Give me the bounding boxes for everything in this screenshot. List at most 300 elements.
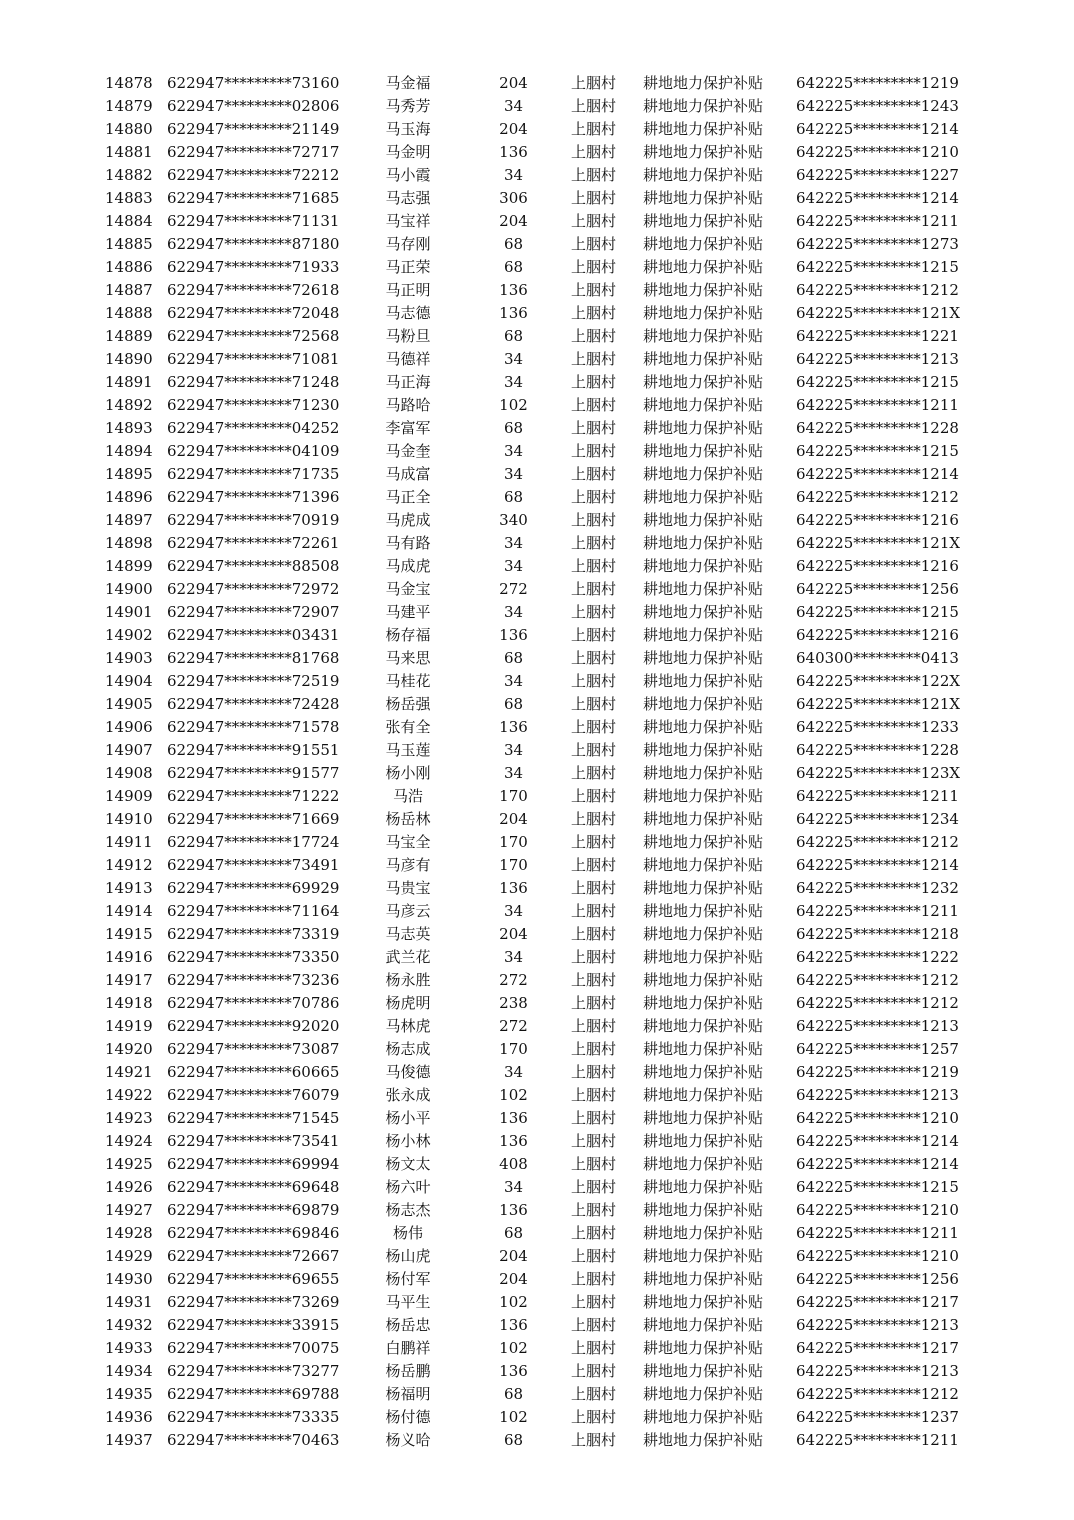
row-number: 14899 bbox=[105, 557, 153, 575]
recipient-name: 杨付军 bbox=[385, 1270, 431, 1288]
row-number: 14927 bbox=[105, 1201, 153, 1219]
table-row bbox=[0, 854, 1074, 877]
account-number: 622947*********69994 bbox=[167, 1155, 340, 1173]
recipient-name: 马彦云 bbox=[385, 902, 431, 920]
recipient-name: 马正荣 bbox=[385, 258, 431, 276]
row-number: 14885 bbox=[105, 235, 153, 253]
id-number: 642225*********1214 bbox=[796, 189, 959, 207]
recipient-name: 张永成 bbox=[385, 1086, 431, 1104]
row-number: 14910 bbox=[105, 810, 153, 828]
row-number: 14880 bbox=[105, 120, 153, 138]
recipient-name: 马秀芳 bbox=[385, 97, 431, 115]
recipient-name: 马成富 bbox=[385, 465, 431, 483]
subsidy-amount: 204 bbox=[499, 74, 528, 92]
village-name: 上胭村 bbox=[571, 1339, 617, 1357]
subsidy-amount: 136 bbox=[499, 879, 528, 897]
row-number: 14931 bbox=[105, 1293, 153, 1311]
village-name: 上胭村 bbox=[571, 649, 617, 667]
village-name: 上胭村 bbox=[571, 1385, 617, 1403]
subsidy-amount: 204 bbox=[499, 1270, 528, 1288]
account-number: 622947*********69929 bbox=[167, 879, 340, 897]
row-number: 14902 bbox=[105, 626, 153, 644]
account-number: 622947*********04109 bbox=[167, 442, 340, 460]
account-number: 622947*********71081 bbox=[167, 350, 340, 368]
subsidy-amount: 136 bbox=[499, 718, 528, 736]
id-number: 642225*********1213 bbox=[796, 1086, 959, 1104]
village-name: 上胭村 bbox=[571, 1063, 617, 1081]
id-number: 642225*********1211 bbox=[796, 396, 959, 414]
subsidy-type: 耕地地力保护补贴 bbox=[643, 511, 764, 529]
table-row bbox=[0, 1291, 1074, 1314]
recipient-name: 杨存福 bbox=[385, 626, 431, 644]
subsidy-amount: 68 bbox=[503, 1431, 524, 1449]
id-number: 642225*********1212 bbox=[796, 488, 959, 506]
row-number: 14888 bbox=[105, 304, 153, 322]
id-number: 642225*********1222 bbox=[796, 948, 959, 966]
subsidy-amount: 136 bbox=[499, 1362, 528, 1380]
row-number: 14896 bbox=[105, 488, 153, 506]
table-row bbox=[0, 1383, 1074, 1406]
village-name: 上胭村 bbox=[571, 626, 617, 644]
subsidy-amount: 34 bbox=[503, 764, 524, 782]
row-number: 14932 bbox=[105, 1316, 153, 1334]
subsidy-type: 耕地地力保护补贴 bbox=[643, 212, 764, 230]
recipient-name: 马有路 bbox=[385, 534, 431, 552]
table-row bbox=[0, 670, 1074, 693]
subsidy-type: 耕地地力保护补贴 bbox=[643, 764, 764, 782]
subsidy-type: 耕地地力保护补贴 bbox=[643, 1178, 764, 1196]
subsidy-amount: 170 bbox=[499, 1040, 528, 1058]
recipient-name: 马路哈 bbox=[385, 396, 431, 414]
subsidy-type: 耕地地力保护补贴 bbox=[643, 994, 764, 1012]
recipient-name: 马小霞 bbox=[385, 166, 431, 184]
account-number: 622947*********73236 bbox=[167, 971, 340, 989]
village-name: 上胭村 bbox=[571, 718, 617, 736]
row-number: 14908 bbox=[105, 764, 153, 782]
village-name: 上胭村 bbox=[571, 143, 617, 161]
village-name: 上胭村 bbox=[571, 442, 617, 460]
subsidy-amount: 306 bbox=[499, 189, 528, 207]
id-number: 642225*********1210 bbox=[796, 1201, 959, 1219]
village-name: 上胭村 bbox=[571, 465, 617, 483]
subsidy-amount: 204 bbox=[499, 120, 528, 138]
subsidy-table bbox=[0, 72, 1074, 1452]
table-row bbox=[0, 141, 1074, 164]
village-name: 上胭村 bbox=[571, 1362, 617, 1380]
row-number: 14934 bbox=[105, 1362, 153, 1380]
account-number: 622947*********72428 bbox=[167, 695, 340, 713]
recipient-name: 马宝祥 bbox=[385, 212, 431, 230]
account-number: 622947*********91577 bbox=[167, 764, 340, 782]
village-name: 上胭村 bbox=[571, 557, 617, 575]
id-number: 642225*********123X bbox=[796, 764, 961, 782]
recipient-name: 马金宝 bbox=[385, 580, 431, 598]
subsidy-type: 耕地地力保护补贴 bbox=[643, 304, 764, 322]
village-name: 上胭村 bbox=[571, 1270, 617, 1288]
subsidy-type: 耕地地力保护补贴 bbox=[643, 902, 764, 920]
row-number: 14893 bbox=[105, 419, 153, 437]
subsidy-amount: 68 bbox=[503, 235, 524, 253]
village-name: 上胭村 bbox=[571, 1201, 617, 1219]
subsidy-amount: 34 bbox=[503, 948, 524, 966]
row-number: 14898 bbox=[105, 534, 153, 552]
id-number: 640300*********0413 bbox=[796, 649, 959, 667]
village-name: 上胭村 bbox=[571, 166, 617, 184]
subsidy-type: 耕地地力保护补贴 bbox=[643, 373, 764, 391]
row-number: 14911 bbox=[105, 833, 153, 851]
account-number: 622947*********33915 bbox=[167, 1316, 340, 1334]
table-row bbox=[0, 1314, 1074, 1337]
recipient-name: 马建平 bbox=[385, 603, 431, 621]
subsidy-type: 耕地地力保护补贴 bbox=[643, 1086, 764, 1104]
subsidy-type: 耕地地力保护补贴 bbox=[643, 557, 764, 575]
table-row bbox=[0, 187, 1074, 210]
subsidy-type: 耕地地力保护补贴 bbox=[643, 971, 764, 989]
id-number: 642225*********1216 bbox=[796, 557, 959, 575]
village-name: 上胭村 bbox=[571, 971, 617, 989]
subsidy-amount: 272 bbox=[499, 580, 528, 598]
row-number: 14926 bbox=[105, 1178, 153, 1196]
subsidy-type: 耕地地力保护补贴 bbox=[643, 1431, 764, 1449]
village-name: 上胭村 bbox=[571, 488, 617, 506]
id-number: 642225*********1214 bbox=[796, 1155, 959, 1173]
account-number: 622947*********71735 bbox=[167, 465, 340, 483]
id-number: 642225*********1215 bbox=[796, 1178, 959, 1196]
id-number: 642225*********1218 bbox=[796, 925, 959, 943]
row-number: 14887 bbox=[105, 281, 153, 299]
village-name: 上胭村 bbox=[571, 787, 617, 805]
recipient-name: 马正海 bbox=[385, 373, 431, 391]
table-row bbox=[0, 946, 1074, 969]
recipient-name: 马志强 bbox=[385, 189, 431, 207]
account-number: 622947*********03431 bbox=[167, 626, 340, 644]
row-number: 14909 bbox=[105, 787, 153, 805]
row-number: 14884 bbox=[105, 212, 153, 230]
subsidy-amount: 34 bbox=[503, 373, 524, 391]
account-number: 622947*********73087 bbox=[167, 1040, 340, 1058]
village-name: 上胭村 bbox=[571, 304, 617, 322]
subsidy-type: 耕地地力保护补贴 bbox=[643, 488, 764, 506]
table-row bbox=[0, 1038, 1074, 1061]
account-number: 622947*********76079 bbox=[167, 1086, 340, 1104]
id-number: 642225*********1211 bbox=[796, 212, 959, 230]
subsidy-type: 耕地地力保护补贴 bbox=[643, 74, 764, 92]
subsidy-type: 耕地地力保护补贴 bbox=[643, 925, 764, 943]
account-number: 622947*********72717 bbox=[167, 143, 340, 161]
row-number: 14891 bbox=[105, 373, 153, 391]
row-number: 14905 bbox=[105, 695, 153, 713]
account-number: 622947*********91551 bbox=[167, 741, 340, 759]
row-number: 14895 bbox=[105, 465, 153, 483]
subsidy-type: 耕地地力保护补贴 bbox=[643, 1224, 764, 1242]
row-number: 14904 bbox=[105, 672, 153, 690]
village-name: 上胭村 bbox=[571, 1293, 617, 1311]
account-number: 622947*********70463 bbox=[167, 1431, 340, 1449]
account-number: 622947*********71396 bbox=[167, 488, 340, 506]
village-name: 上胭村 bbox=[571, 281, 617, 299]
account-number: 622947*********70075 bbox=[167, 1339, 340, 1357]
subsidy-amount: 68 bbox=[503, 649, 524, 667]
id-number: 642225*********1273 bbox=[796, 235, 959, 253]
id-number: 642225*********1214 bbox=[796, 856, 959, 874]
id-number: 642225*********1210 bbox=[796, 1247, 959, 1265]
subsidy-type: 耕地地力保护补贴 bbox=[643, 258, 764, 276]
table-row bbox=[0, 1268, 1074, 1291]
id-number: 642225*********1211 bbox=[796, 787, 959, 805]
row-number: 14930 bbox=[105, 1270, 153, 1288]
subsidy-type: 耕地地力保护补贴 bbox=[643, 879, 764, 897]
village-name: 上胭村 bbox=[571, 189, 617, 207]
id-number: 642225*********1228 bbox=[796, 741, 959, 759]
id-number: 642225*********1210 bbox=[796, 143, 959, 161]
subsidy-amount: 136 bbox=[499, 626, 528, 644]
table-row bbox=[0, 624, 1074, 647]
subsidy-amount: 68 bbox=[503, 327, 524, 345]
recipient-name: 杨志杰 bbox=[385, 1201, 431, 1219]
village-name: 上胭村 bbox=[571, 258, 617, 276]
table-row bbox=[0, 1107, 1074, 1130]
recipient-name: 马正全 bbox=[385, 488, 431, 506]
account-number: 622947*********88508 bbox=[167, 557, 340, 575]
id-number: 642225*********1217 bbox=[796, 1293, 959, 1311]
subsidy-amount: 68 bbox=[503, 695, 524, 713]
subsidy-amount: 34 bbox=[503, 166, 524, 184]
village-name: 上胭村 bbox=[571, 925, 617, 943]
id-number: 642225*********1256 bbox=[796, 580, 959, 598]
subsidy-amount: 102 bbox=[499, 1293, 528, 1311]
id-number: 642225*********1219 bbox=[796, 1063, 959, 1081]
row-number: 14925 bbox=[105, 1155, 153, 1173]
subsidy-type: 耕地地力保护补贴 bbox=[643, 603, 764, 621]
account-number: 622947*********73335 bbox=[167, 1408, 340, 1426]
subsidy-type: 耕地地力保护补贴 bbox=[643, 189, 764, 207]
subsidy-amount: 34 bbox=[503, 672, 524, 690]
subsidy-amount: 136 bbox=[499, 1132, 528, 1150]
row-number: 14882 bbox=[105, 166, 153, 184]
subsidy-type: 耕地地力保护补贴 bbox=[643, 465, 764, 483]
row-number: 14879 bbox=[105, 97, 153, 115]
subsidy-amount: 204 bbox=[499, 925, 528, 943]
village-name: 上胭村 bbox=[571, 1178, 617, 1196]
table-row bbox=[0, 1061, 1074, 1084]
account-number: 622947*********72261 bbox=[167, 534, 340, 552]
recipient-name: 马志德 bbox=[385, 304, 431, 322]
account-number: 622947*********92020 bbox=[167, 1017, 340, 1035]
subsidy-type: 耕地地力保护补贴 bbox=[643, 327, 764, 345]
table-row bbox=[0, 877, 1074, 900]
table-row bbox=[0, 693, 1074, 716]
id-number: 642225*********1257 bbox=[796, 1040, 959, 1058]
id-number: 642225*********1219 bbox=[796, 74, 959, 92]
account-number: 622947*********72667 bbox=[167, 1247, 340, 1265]
village-name: 上胭村 bbox=[571, 350, 617, 368]
id-number: 642225*********1237 bbox=[796, 1408, 959, 1426]
subsidy-amount: 68 bbox=[503, 258, 524, 276]
account-number: 622947*********21149 bbox=[167, 120, 340, 138]
row-number: 14892 bbox=[105, 396, 153, 414]
recipient-name: 马成虎 bbox=[385, 557, 431, 575]
subsidy-amount: 34 bbox=[503, 557, 524, 575]
account-number: 622947*********17724 bbox=[167, 833, 340, 851]
subsidy-type: 耕地地力保护补贴 bbox=[643, 787, 764, 805]
table-row bbox=[0, 417, 1074, 440]
account-number: 622947*********72907 bbox=[167, 603, 340, 621]
subsidy-amount: 136 bbox=[499, 1109, 528, 1127]
subsidy-amount: 102 bbox=[499, 1408, 528, 1426]
account-number: 622947*********69655 bbox=[167, 1270, 340, 1288]
table-row bbox=[0, 831, 1074, 854]
subsidy-amount: 34 bbox=[503, 465, 524, 483]
id-number: 642225*********1215 bbox=[796, 603, 959, 621]
table-row bbox=[0, 739, 1074, 762]
subsidy-amount: 408 bbox=[499, 1155, 528, 1173]
subsidy-amount: 68 bbox=[503, 488, 524, 506]
subsidy-amount: 68 bbox=[503, 1224, 524, 1242]
table-row bbox=[0, 601, 1074, 624]
id-number: 642225*********1210 bbox=[796, 1109, 959, 1127]
recipient-name: 杨付德 bbox=[385, 1408, 431, 1426]
account-number: 622947*********72568 bbox=[167, 327, 340, 345]
row-number: 14933 bbox=[105, 1339, 153, 1357]
id-number: 642225*********1212 bbox=[796, 971, 959, 989]
account-number: 622947*********73491 bbox=[167, 856, 340, 874]
subsidy-amount: 238 bbox=[499, 994, 528, 1012]
subsidy-amount: 102 bbox=[499, 396, 528, 414]
row-number: 14907 bbox=[105, 741, 153, 759]
village-name: 上胭村 bbox=[571, 672, 617, 690]
recipient-name: 马宝全 bbox=[385, 833, 431, 851]
recipient-name: 马玉海 bbox=[385, 120, 431, 138]
row-number: 14878 bbox=[105, 74, 153, 92]
village-name: 上胭村 bbox=[571, 396, 617, 414]
subsidy-type: 耕地地力保护补贴 bbox=[643, 120, 764, 138]
village-name: 上胭村 bbox=[571, 120, 617, 138]
subsidy-type: 耕地地力保护补贴 bbox=[643, 143, 764, 161]
id-number: 642225*********1213 bbox=[796, 350, 959, 368]
id-number: 642225*********1228 bbox=[796, 419, 959, 437]
subsidy-amount: 170 bbox=[499, 787, 528, 805]
recipient-name: 马德祥 bbox=[385, 350, 431, 368]
account-number: 622947*********71545 bbox=[167, 1109, 340, 1127]
subsidy-amount: 170 bbox=[499, 833, 528, 851]
id-number: 642225*********1214 bbox=[796, 1132, 959, 1150]
subsidy-type: 耕地地力保护补贴 bbox=[643, 1293, 764, 1311]
row-number: 14883 bbox=[105, 189, 153, 207]
village-name: 上胭村 bbox=[571, 1086, 617, 1104]
row-number: 14921 bbox=[105, 1063, 153, 1081]
row-number: 14929 bbox=[105, 1247, 153, 1265]
table-row bbox=[0, 256, 1074, 279]
row-number: 14894 bbox=[105, 442, 153, 460]
subsidy-type: 耕地地力保护补贴 bbox=[643, 741, 764, 759]
row-number: 14913 bbox=[105, 879, 153, 897]
village-name: 上胭村 bbox=[571, 741, 617, 759]
subsidy-amount: 34 bbox=[503, 534, 524, 552]
table-row bbox=[0, 1406, 1074, 1429]
account-number: 622947*********60665 bbox=[167, 1063, 340, 1081]
row-number: 14901 bbox=[105, 603, 153, 621]
village-name: 上胭村 bbox=[571, 1109, 617, 1127]
account-number: 622947*********72519 bbox=[167, 672, 340, 690]
subsidy-amount: 34 bbox=[503, 442, 524, 460]
village-name: 上胭村 bbox=[571, 1431, 617, 1449]
subsidy-type: 耕地地力保护补贴 bbox=[643, 695, 764, 713]
id-number: 642225*********1212 bbox=[796, 833, 959, 851]
subsidy-type: 耕地地力保护补贴 bbox=[643, 718, 764, 736]
subsidy-type: 耕地地力保护补贴 bbox=[643, 649, 764, 667]
village-name: 上胭村 bbox=[571, 212, 617, 230]
village-name: 上胭村 bbox=[571, 1247, 617, 1265]
account-number: 622947*********73160 bbox=[167, 74, 340, 92]
recipient-name: 杨志成 bbox=[385, 1040, 431, 1058]
recipient-name: 武兰花 bbox=[385, 948, 431, 966]
recipient-name: 李富军 bbox=[385, 419, 431, 437]
account-number: 622947*********71578 bbox=[167, 718, 340, 736]
village-name: 上胭村 bbox=[571, 373, 617, 391]
village-name: 上胭村 bbox=[571, 856, 617, 874]
subsidy-type: 耕地地力保护补贴 bbox=[643, 810, 764, 828]
id-number: 642225*********122X bbox=[796, 672, 961, 690]
village-name: 上胭村 bbox=[571, 902, 617, 920]
row-number: 14900 bbox=[105, 580, 153, 598]
id-number: 642225*********1211 bbox=[796, 902, 959, 920]
subsidy-amount: 170 bbox=[499, 856, 528, 874]
recipient-name: 杨福明 bbox=[385, 1385, 431, 1403]
subsidy-type: 耕地地力保护补贴 bbox=[643, 396, 764, 414]
subsidy-amount: 136 bbox=[499, 1316, 528, 1334]
village-name: 上胭村 bbox=[571, 948, 617, 966]
village-name: 上胭村 bbox=[571, 74, 617, 92]
table-row bbox=[0, 325, 1074, 348]
subsidy-amount: 204 bbox=[499, 212, 528, 230]
id-number: 642225*********1215 bbox=[796, 373, 959, 391]
subsidy-type: 耕地地力保护补贴 bbox=[643, 1247, 764, 1265]
table-row bbox=[0, 555, 1074, 578]
village-name: 上胭村 bbox=[571, 879, 617, 897]
subsidy-type: 耕地地力保护补贴 bbox=[643, 350, 764, 368]
village-name: 上胭村 bbox=[571, 235, 617, 253]
account-number: 622947*********71669 bbox=[167, 810, 340, 828]
table-row bbox=[0, 233, 1074, 256]
subsidy-type: 耕地地力保护补贴 bbox=[643, 1385, 764, 1403]
table-row bbox=[0, 1153, 1074, 1176]
recipient-name: 杨岳鹏 bbox=[385, 1362, 431, 1380]
subsidy-amount: 34 bbox=[503, 1063, 524, 1081]
table-row bbox=[0, 1337, 1074, 1360]
id-number: 642225*********121X bbox=[796, 304, 961, 322]
table-row bbox=[0, 923, 1074, 946]
id-number: 642225*********1221 bbox=[796, 327, 959, 345]
recipient-name: 马正明 bbox=[385, 281, 431, 299]
table-row bbox=[0, 1199, 1074, 1222]
subsidy-type: 耕地地力保护补贴 bbox=[643, 1408, 764, 1426]
id-number: 642225*********1233 bbox=[796, 718, 959, 736]
recipient-name: 马平生 bbox=[385, 1293, 431, 1311]
village-name: 上胭村 bbox=[571, 994, 617, 1012]
village-name: 上胭村 bbox=[571, 419, 617, 437]
row-number: 14914 bbox=[105, 902, 153, 920]
account-number: 622947*********72212 bbox=[167, 166, 340, 184]
village-name: 上胭村 bbox=[571, 327, 617, 345]
subsidy-type: 耕地地力保护补贴 bbox=[643, 1201, 764, 1219]
village-name: 上胭村 bbox=[571, 1040, 617, 1058]
subsidy-amount: 68 bbox=[503, 419, 524, 437]
recipient-name: 马虎成 bbox=[385, 511, 431, 529]
subsidy-type: 耕地地力保护补贴 bbox=[643, 580, 764, 598]
row-number: 14922 bbox=[105, 1086, 153, 1104]
recipient-name: 马金明 bbox=[385, 143, 431, 161]
row-number: 14920 bbox=[105, 1040, 153, 1058]
